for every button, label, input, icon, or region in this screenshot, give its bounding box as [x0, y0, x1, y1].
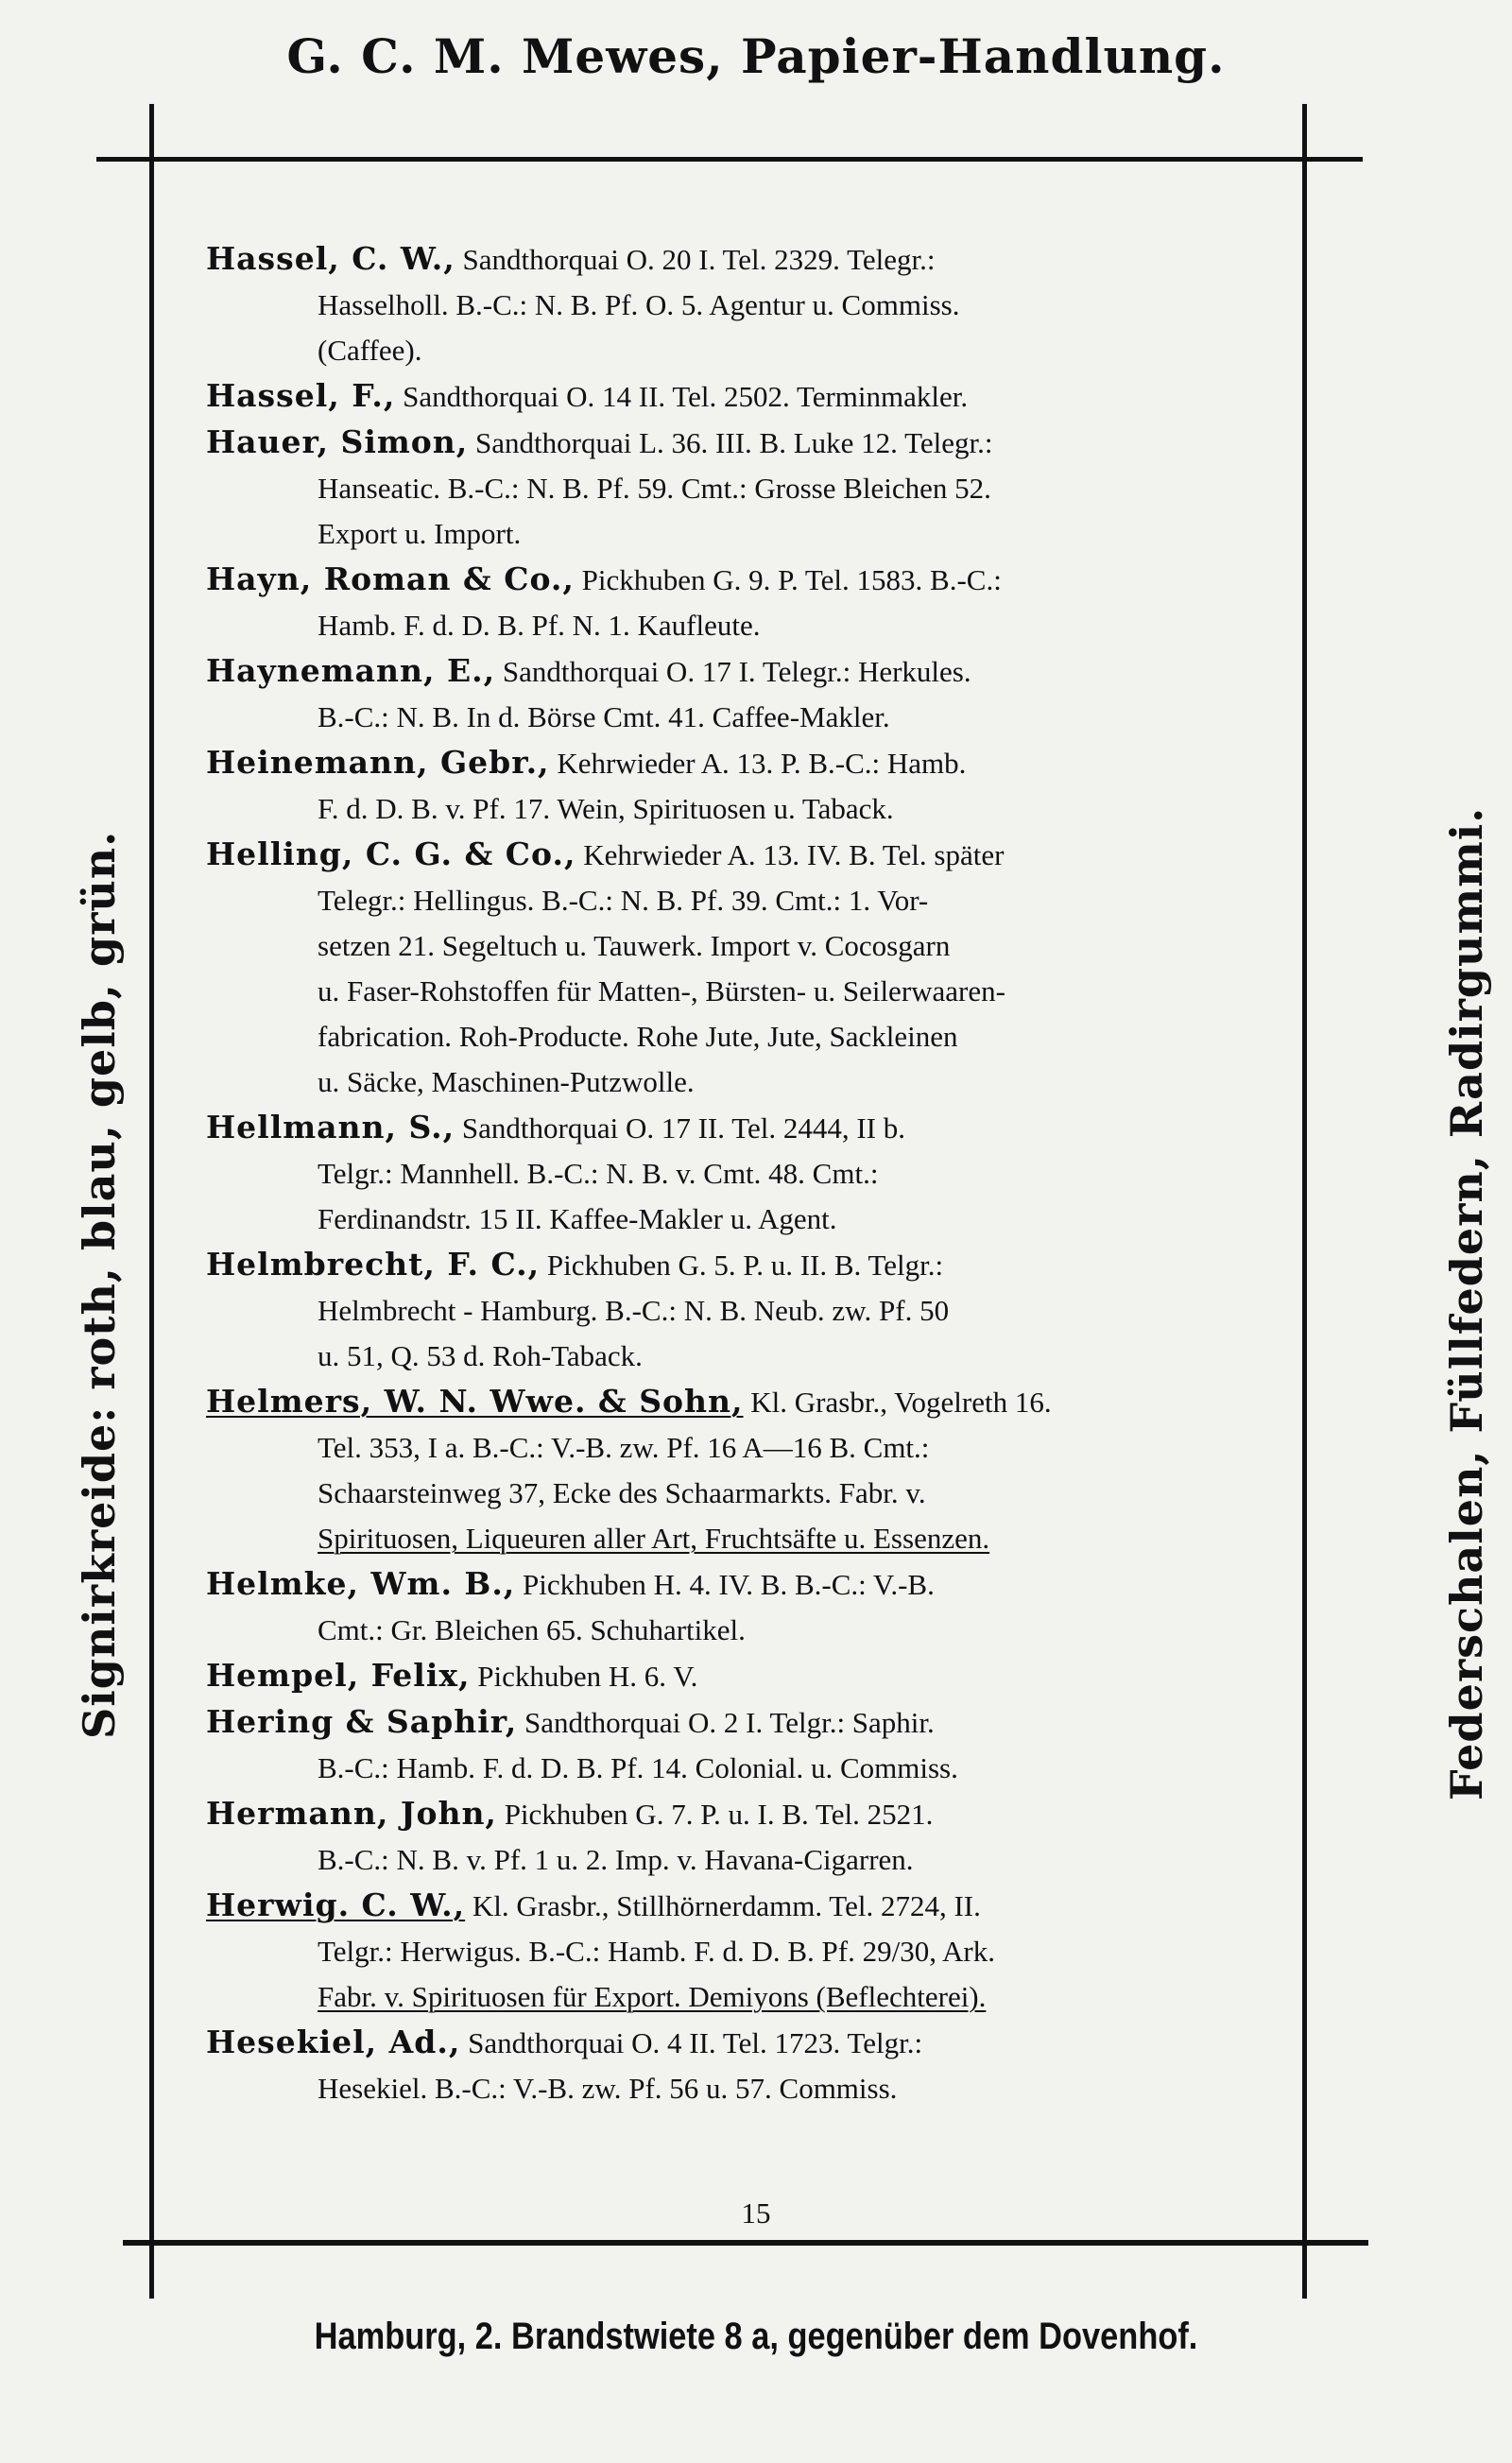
- entry-name: Helmbrecht, F. C.,: [206, 1246, 541, 1283]
- directory-entry: [206, 236, 1293, 373]
- entry-line: Kl. Grasbr., Vogelreth 16.: [750, 1386, 1052, 1419]
- directory-entry: [206, 1242, 1293, 1379]
- entry-line: Hanseatic. B.-C.: N. B. Pf. 59. Cmt.: Grosse Bleichen 52.: [318, 472, 991, 505]
- directory-entry: [206, 557, 1293, 648]
- entry-line: Hasselholl. B.-C.: N. B. Pf. O. 5. Agentur u. Commiss.: [318, 288, 960, 321]
- entry-name: Helmke, Wm. B.,: [206, 1565, 516, 1602]
- footer-address: Hamburg, 2. Brandstwiete 8 a, gegenüber dem Dovenhof.: [314, 2316, 1198, 2357]
- right-border-line: [1302, 104, 1307, 2299]
- entry-name: Hayn, Roman & Co.,: [206, 560, 575, 597]
- entry-name: Hauer, Simon,: [206, 423, 469, 460]
- entry-line: Pickhuben H. 4. IV. B. B.-C.: V.-B.: [523, 1568, 935, 1601]
- entry-name: Hassel, C. W.,: [206, 240, 455, 277]
- entry-name: Hellmann, S.,: [206, 1109, 455, 1145]
- entry-line: Helmbrecht - Hamburg. B.-C.: N. B. Neub. zw. Pf. 50: [318, 1294, 950, 1327]
- entry-line: Telgr.: Herwigus. B.-C.: Hamb. F. d. D. B. Pf. 29/30, Ark.: [318, 1935, 995, 1968]
- entry-line: Telegr.: Hellingus. B.-C.: N. B. Pf. 39. Cmt.: 1. Vor-: [318, 884, 929, 917]
- directory-entry: [206, 832, 1293, 1105]
- directory-entry: [206, 1379, 1293, 1561]
- entry-line: Pickhuben G. 5. P. u. II. B. Telgr.:: [546, 1249, 944, 1282]
- entry-name: Helling, C. G. & Co.,: [206, 835, 576, 872]
- entry-line: setzen 21. Segeltuch u. Tauwerk. Import v. Cocosgarn: [318, 929, 951, 962]
- directory-entry: [206, 1561, 1293, 1653]
- left-margin-advert: Signirkreide: roth, blau, gelb, grün.: [74, 830, 125, 1739]
- directory-entry: [206, 740, 1293, 832]
- bottom-rule: [123, 2240, 1368, 2246]
- entry-line: Sandthorquai O. 4 II. Tel. 1723. Telgr.:: [468, 2026, 923, 2059]
- entry-line: F. d. D. B. v. Pf. 17. Wein, Spirituosen u. Taback.: [318, 792, 894, 825]
- entry-line: B.-C.: N. B. v. Pf. 1 u. 2. Imp. v. Havana-Cigarren.: [318, 1843, 914, 1876]
- entry-line: u. Faser-Rohstoffen für Matten-, Bürsten- u. Seilerwaaren-: [318, 974, 1005, 1008]
- entry-line: B.-C.: Hamb. F. d. D. B. Pf. 14. Colonial. u. Commiss.: [318, 1751, 958, 1784]
- entry-line: u. 51, Q. 53 d. Roh-Taback.: [318, 1339, 643, 1372]
- left-border-line: [149, 104, 154, 2299]
- directory-entry: [206, 648, 1293, 740]
- entry-line: Sandthorquai L. 36. III. B. Luke 12. Telegr.:: [475, 426, 993, 459]
- directory-entry: [206, 420, 1293, 557]
- entry-name: Helmers, W. N. Wwe. & Sohn,: [206, 1383, 744, 1420]
- entry-line: Sandthorquai O. 14 II. Tel. 2502. Terminmakler.: [403, 380, 969, 413]
- entry-line: Sandthorquai O. 20 I. Tel. 2329. Telegr.:: [462, 243, 936, 276]
- entry-line: u. Säcke, Maschinen-Putzwolle.: [318, 1065, 695, 1098]
- entry-line: B.-C.: N. B. In d. Börse Cmt. 41. Caffee-Makler.: [318, 700, 890, 733]
- directory-entry: [206, 1791, 1293, 1883]
- directory-entry: [206, 1883, 1293, 2020]
- entry-line: Ferdinandstr. 15 II. Kaffee-Makler u. Agent.: [318, 1202, 837, 1235]
- directory-entry: [206, 373, 1293, 420]
- entry-line: Hamb. F. d. D. B. Pf. N. 1. Kaufleute.: [318, 609, 761, 642]
- entry-line: Sandthorquai O. 17 II. Tel. 2444, II b.: [461, 1111, 905, 1145]
- entry-name: Hempel, Felix,: [206, 1657, 471, 1694]
- page-number: 15: [741, 2196, 771, 2230]
- entry-line: fabrication. Roh-Producte. Rohe Jute, Jute, Sackleinen: [318, 1020, 958, 1053]
- entry-line: Pickhuben G. 7. P. u. I. B. Tel. 2521.: [504, 1798, 934, 1831]
- entry-line: Kehrwieder A. 13. IV. B. Tel. später: [583, 838, 1005, 871]
- entry-name: Hermann, John,: [206, 1795, 497, 1832]
- directory-entry: [206, 2020, 1293, 2111]
- entry-line: Schaarsteinweg 37, Ecke des Schaarmarkts. Fabr. v.: [318, 1476, 926, 1509]
- entry-line: Export u. Import.: [318, 517, 522, 550]
- directory-entry: [206, 1105, 1293, 1242]
- entry-line: Kehrwieder A. 13. P. B.-C.: Hamb.: [557, 747, 967, 780]
- entry-name: Haynemann, E.,: [206, 652, 496, 689]
- entry-line: Tel. 353, I a. B.-C.: V.-B. zw. Pf. 16 A—16 B. Cmt.:: [318, 1431, 930, 1464]
- entry-line: Spirituosen, Liqueuren aller Art, Fruchtsäfte u. Essenzen.: [318, 1522, 990, 1555]
- entry-name: Hering & Saphir,: [206, 1703, 518, 1740]
- entry-name: Hesekiel, Ad.,: [206, 2024, 461, 2060]
- right-margin-advert: Federschalen, Füllfedern, Radirgummi.: [1441, 806, 1492, 1800]
- directory-entries: [206, 236, 1293, 2111]
- page-header-title: G. C. M. Mewes, Papier-Handlung.: [286, 28, 1226, 84]
- entry-line: Kl. Grasbr., Stillhörnerdamm. Tel. 2724, II.: [472, 1889, 981, 1922]
- entry-name: Hassel, F.,: [206, 377, 396, 414]
- entry-line: Cmt.: Gr. Bleichen 65. Schuhartikel.: [318, 1613, 746, 1646]
- entry-line: Sandthorquai O. 17 I. Telegr.: Herkules.: [502, 655, 971, 688]
- entry-line: Hesekiel. B.-C.: V.-B. zw. Pf. 56 u. 57. Commiss.: [318, 2072, 898, 2105]
- entry-name: Herwig. C. W.,: [206, 1886, 466, 1923]
- entry-name: Heinemann, Gebr.,: [206, 744, 550, 781]
- entry-line: Pickhuben H. 6. V.: [477, 1660, 698, 1693]
- entry-line: Pickhuben G. 9. P. Tel. 1583. B.-C.:: [581, 563, 1002, 596]
- entry-line: (Caffee).: [318, 334, 422, 367]
- entry-line: Sandthorquai O. 2 I. Telgr.: Saphir.: [524, 1706, 935, 1739]
- top-rule: [96, 157, 1363, 162]
- entry-line: Fabr. v. Spirituosen für Export. Demiyons (Beflechterei).: [318, 1980, 987, 2013]
- directory-entry: [206, 1653, 1293, 1699]
- directory-entry: [206, 1699, 1293, 1791]
- entry-line: Telgr.: Mannhell. B.-C.: N. B. v. Cmt. 48. Cmt.:: [318, 1157, 879, 1190]
